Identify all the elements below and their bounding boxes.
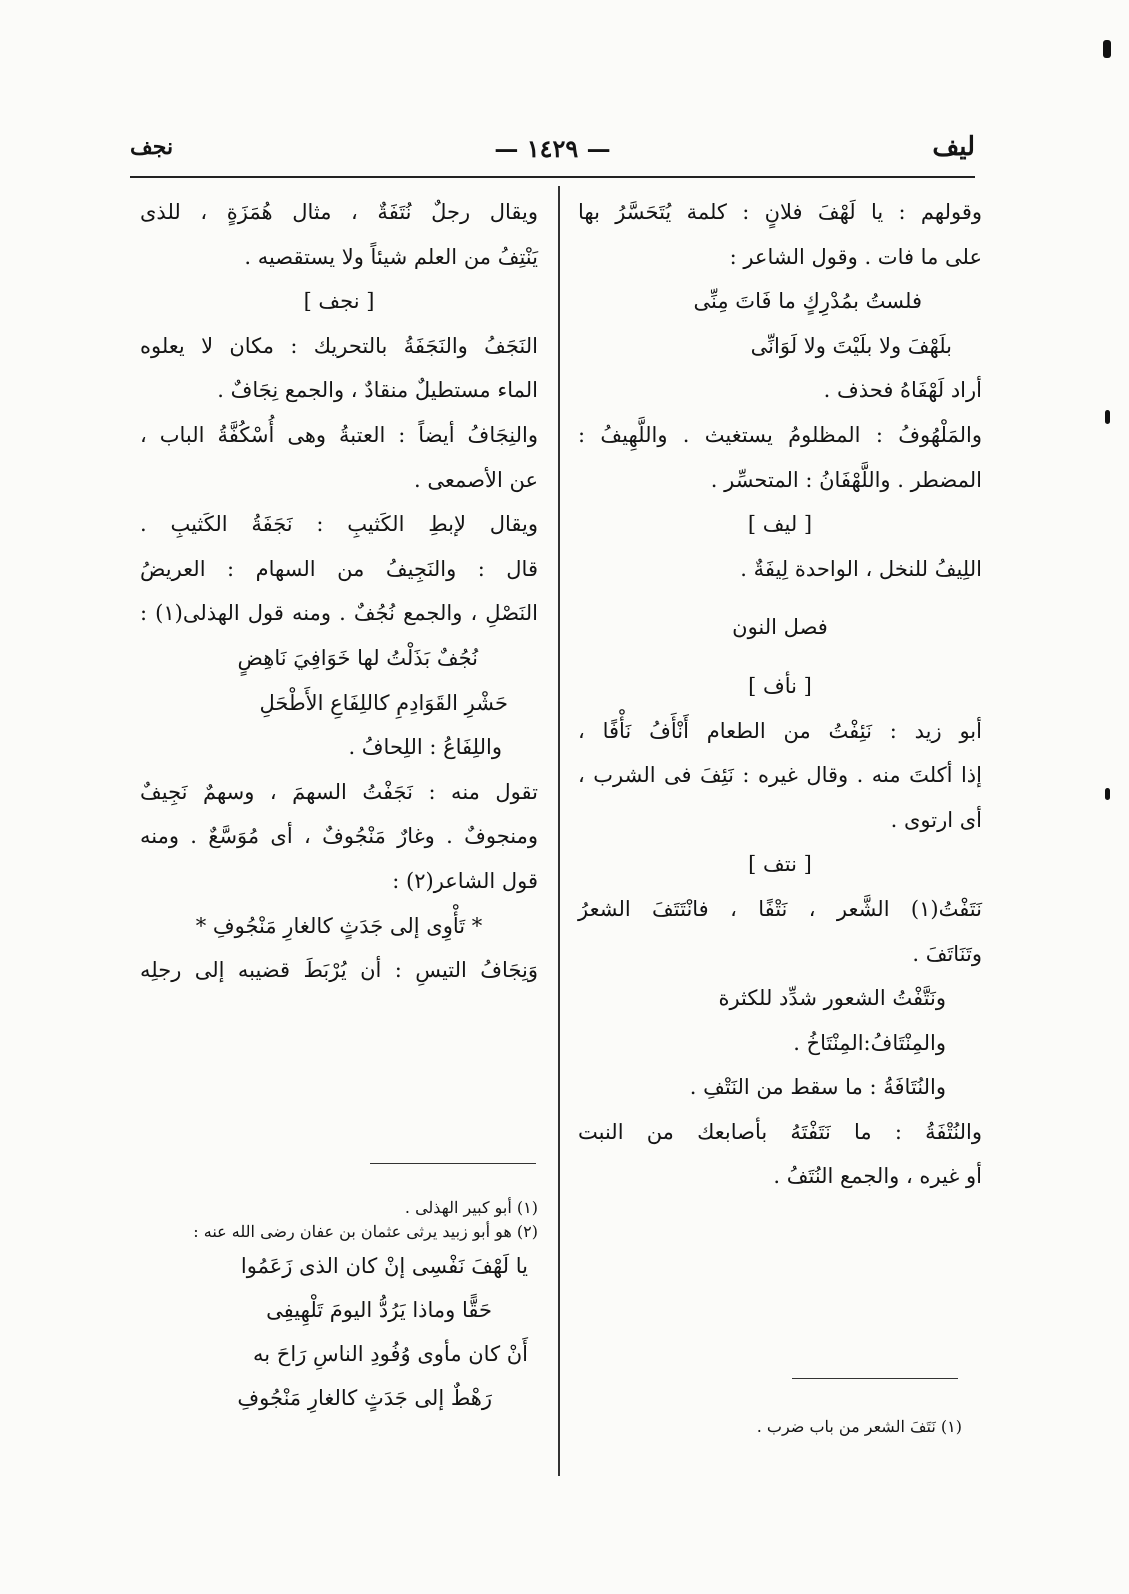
verse-line: نُجُفٌ بَذَلْتُ لها خَوَافِيَ نَاهِضٍ (237, 645, 478, 670)
text-line: نَتَفْتُ(١) الشَّعر ، نَتْفًا ، فانْتَتَفَ الشعرُ (578, 896, 982, 921)
column-separator (558, 186, 560, 1476)
entry-heading: [ ليف ] (747, 512, 813, 537)
footnote-verse: رَهْطٌ إلى جَدَثٍ كالغارِ مَنْجُوفِ (237, 1386, 492, 1410)
text-line: النَصْلِ ، والجمع نُجُفٌ . ومنه قول الهذلى(١) : (140, 601, 538, 626)
text-line: تقول منه : نَجَفْتُ السهمَ ، وسهمٌ نَجِيفٌ (140, 779, 538, 804)
text-line: أو غيره ، والجمع النُتَفُ . (773, 1164, 982, 1189)
text-line: النَجَفُ والنَجَفَةُ بالتحريك : مكان لا يعلوه (140, 333, 538, 358)
text-line: وَنِجَافُ التيسِ : أن يُرْبَطَ قضيبه إلى رجلِه (140, 958, 538, 983)
text-line: أراد لَهْفَاهُ فحذف . (823, 378, 982, 403)
text-line: والنِجَافُ أيضاً : العتبةُ وهى أُسْكُفَّةُ الباب ، (140, 422, 538, 447)
text-line: وتَنَاتَفَ . (912, 941, 982, 966)
verse-line: حَشْرِ القَوَادِمِ كاللِفَاعِ الأَطْحَلِ (259, 690, 508, 715)
footnote: (١) نَتَفَ الشعر من باب ضرب . (756, 1417, 962, 1436)
text-line: والمَلْهُوفُ : المظلومُ يستغيث . واللَّهِيفُ : (578, 422, 982, 447)
footnote-rule (370, 1163, 536, 1164)
text-line: أبو زيد : نَئِفْتُ من الطعام أَنْأَفُ نَأْفًا ، (578, 718, 982, 743)
text-line: قول الشاعر(٢) : (392, 868, 538, 893)
left-running-headword: نجف (130, 134, 174, 160)
text-line: واللِفَاعُ : اللِحافُ . (348, 735, 502, 760)
text-line: ويقال رجلٌ نُتَفَةٌ ، مثال هُمَزَةٍ ، للذى (140, 200, 538, 224)
text-line: الماء مستطيلٌ منقادٌ ، والجمع نِجَافٌ . (217, 378, 538, 403)
scan-edge-mark (1105, 788, 1110, 800)
footnote-verse: أَنْ كان مأوى وُفُودِ الناسِ رَاحَ به (253, 1342, 528, 1366)
footnote: (٢) هو أبو زبيد يرثى عثمان بن عفان رضى الله عنه : (193, 1222, 538, 1241)
text-line: عن الأصمعى . (414, 467, 538, 492)
entry-heading: [ نأف ] (748, 673, 812, 698)
text-line: أى ارتوى . (890, 807, 982, 832)
page-number: — ١٤٢٩ — (494, 134, 611, 163)
header-rule (130, 176, 975, 178)
verse-line: بلَهْفَ ولا بلَيْتَ ولا لَوَانِّى (750, 333, 952, 358)
footnote: (١) أبو كبير الهذلى . (404, 1198, 538, 1217)
text-line: والنُتْفَةُ : ما نَتَفْتَهُ بأصابعك من النبت (578, 1119, 982, 1144)
text-line: إذا أكلتَ منه . وقال غيره : نَئِفَ فى الشرب ، (578, 763, 982, 788)
text-line: اللِيفُ للنخل ، الواحدة لِيفَةٌ . (740, 556, 982, 581)
footnote-verse: حَقًّا وماذا يَرُدُّ اليومَ تَلْهِيفِى (266, 1298, 492, 1322)
scan-edge-mark (1105, 410, 1110, 424)
scan-edge-mark (1103, 40, 1111, 58)
text-line: والمِنْتَافُ:المِنْتَاخُ . (793, 1030, 946, 1055)
text-line: ونَتَّفْتُ الشعور شدِّد للكثرة (718, 986, 946, 1011)
right-running-headword: ليف (932, 132, 975, 162)
entry-heading: [ نتف ] (748, 852, 812, 877)
footnote-rule (792, 1378, 958, 1379)
text-line: ويقال لإبطِ الكَثيبِ : نَجَفَةُ الكَثيبِ . (140, 512, 538, 537)
verse-line: فلستُ بمُدْرِكٍ ما فَاتَ مِنِّى (693, 289, 922, 314)
right-footnotes (640, 1415, 962, 1439)
section-heading: فصل النون (732, 615, 828, 640)
right-column (578, 190, 982, 1199)
footnote-verse: يا لَهْفَ نَفْسِى إنْ كان الذى زَعَمُوا (240, 1254, 528, 1278)
entry-heading: [ نجف ] (303, 289, 375, 314)
text-line: على ما فات . وقول الشاعر : (729, 244, 982, 269)
text-line: ومنجوفٌ . وغارٌ مَنْجُوفٌ ، أى مُوَسَّعٌ . ومنه (140, 824, 538, 849)
left-column (140, 190, 538, 993)
text-line: يَنْتِفُ من العلم شيئاً ولا يستقصيه . (244, 244, 538, 269)
page-header (130, 130, 975, 174)
text-line: قال : والنَجِيفُ من السهام : العريضُ (140, 556, 538, 581)
text-line: والنُتَافَةُ : ما سقط من النَتْفِ . (689, 1075, 946, 1100)
left-footnotes (140, 1196, 538, 1420)
text-line: المضطر . واللَّهْفَانُ : المتحسِّر . (710, 467, 982, 492)
text-line: وقولهم : يا لَهْفَ فلانٍ : كلمة يُتَحَسَّرُ بها (578, 200, 982, 224)
verse-line: * تَأْوِى إلى جَدَثٍ كالغارِ مَنْجُوفِ * (195, 913, 483, 938)
